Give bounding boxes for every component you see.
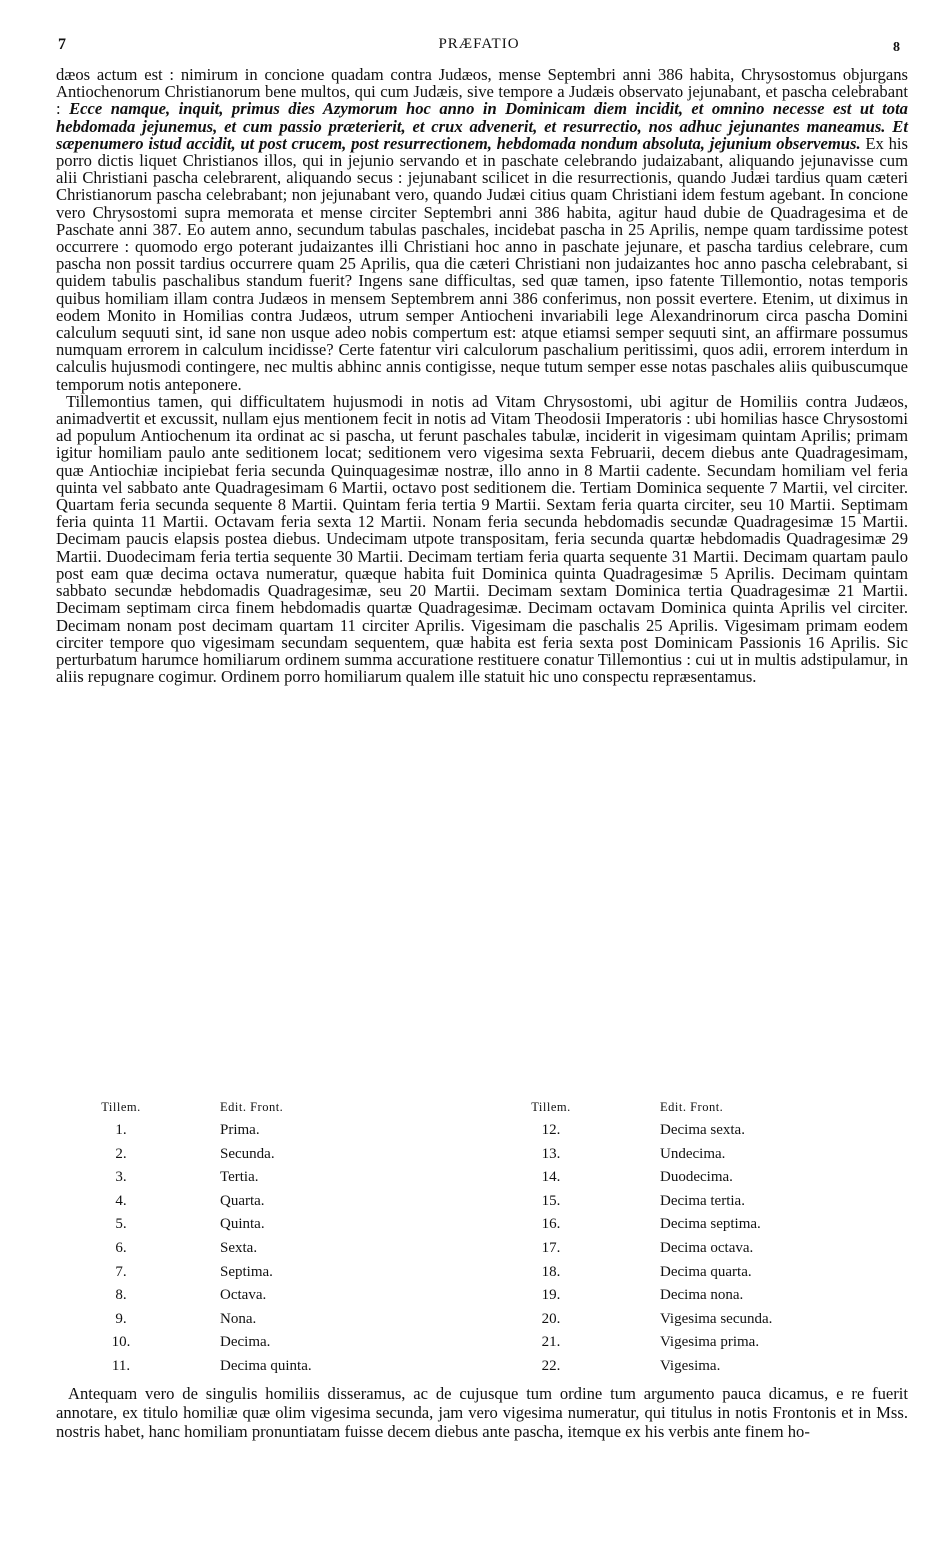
homily-order-table bbox=[90, 1100, 830, 1382]
left-edit-front-name: Secunda. bbox=[220, 1145, 275, 1162]
left-edit-front-name: Sexta. bbox=[220, 1239, 258, 1256]
right-tillem-number: 14. bbox=[541, 1169, 561, 1186]
table-row bbox=[90, 1311, 830, 1335]
right-tillem-number: 15. bbox=[541, 1192, 561, 1209]
left-tillem-number: 9. bbox=[115, 1310, 127, 1327]
table-row bbox=[90, 1264, 830, 1288]
right-edit-front-name: Vigesima prima. bbox=[660, 1334, 760, 1351]
right-tillem-number: 18. bbox=[541, 1263, 561, 1280]
paragraph-2: Tillemontius tamen, qui difficultatem hujusmodi in notis ad Vitam Chrysostomi, ubi agitur de Homiliis contra Judæos, animadvertit et excussit, nullam ejus mentionem fecit in notis ad Vitam Theodosii Imperatoris : ubi homilias hasce Chrysostomi ad populum Antiochenum ita ordinat ac si pascha, ut ferunt paschales tabulæ, inciderit in vigesimam quintam Aprilis; primam igitur homiliam paulo ante seditionem locat; seditionem vero vigesima sexta Februarii, decem diebus ante Quadragesimam, quæ Antiochiæ incipiebat feria secunda Quinquagesimæ nostræ, illo anno in 8 Martii cadente. Secundam homiliam vel feria quinta vel sabbato ante Quadragesimam 6 Martii, octavo post seditionem die. Tertiam Dominica sequente 7 Martii, vel circiter. Quartam feria secunda sequente 8 Martii. Quintam feria tertia 9 Martii. Sextam feria quarta circiter, seu 10 Martii. Septimam feria quinta 11 Martii. Octavam feria sexta 12 Martii. Nonam feria secunda hebdomadis secundæ Quadragesimæ 15 Martii. Decimam paucis elapsis postea diebus. Undecimam utpote transpositam, feria secunda quartæ hebdomadis Quadragesimæ 29 Martii. Duodecimam feria tertia sequente 30 Martii. Decimam tertiam feria quarta sequente 31 Martii. Decimam quartam paulo post eam quæ decima octava numeratur, quæque habita fuit Dominica quinta Quadragesimæ 5 Aprilis. Decimam quintam sabbato secundæ hebdomadis Quadragesimæ, seu 20 Martii. Decimam sextam Dominica tertia Quadragesimæ 21 Martii. Decimam septimam circa finem hebdomadis quartæ Quadragesimæ. Decimam octavam Dominica quinta Aprilis vel circiter. Decimam nonam post decimam quartam 11 circiter Aprilis. Vigesimam die paschalis 25 Aprilis. Vigesimam primam eodem circiter tempore quo vigesimam secundam sequentem, quæ habita est feria sexta post Dominicam Passionis 16 Aprilis. Sic perturbatum harumce homiliarum ordinem summa accuratione restituere conatur Tillemontius : cui ut in multis adstipulamur, in aliis repugnare cogimur. Ordinem porro homiliarum qualem ille statuit hic uno conspectu repræsentamus. bbox=[56, 391, 908, 687]
left-edit-front-name: Octava. bbox=[220, 1287, 267, 1304]
right-edit-front-name: Decima septima. bbox=[660, 1216, 761, 1233]
right-tillem-number: 22. bbox=[541, 1357, 561, 1374]
left-edit-front-name: Tertia. bbox=[220, 1169, 259, 1186]
left-tillem-number: 11. bbox=[111, 1357, 131, 1374]
paragraph-1-start: dæos actum est : nimirum in concione quadam contra Judæos, mense Septembri anni 386 habita, Chrysostomus objurgans Antiochenorum Christianorum bene multos, qui cum Judæis, sive tempore a Judæis observato jejunabant, et pascha celebrabant : bbox=[56, 65, 908, 119]
right-tillem-number: 21. bbox=[541, 1334, 561, 1351]
table-row bbox=[90, 1193, 830, 1217]
right-tillem-number: 16. bbox=[541, 1216, 561, 1233]
running-title: PRÆFATIO bbox=[438, 36, 520, 52]
chrysostom-quotation: Ecce namque, inquit, primus dies Azymorum hoc anno in Dominicam diem incidit, et omnino necesse est ut tota hebdomada jejunemus, et cum passio præterierit, et crux advenerit, et resurrectio, nos adhuc jejunantes maneamus. Et sæpenumero istud accidit, ut post crucem, post resurrectionem, hebdomada nondum absoluta, jejunium observemus. bbox=[56, 99, 908, 153]
right-edit-front-name: Vigesima. bbox=[660, 1357, 721, 1374]
left-edit-front-name: Septima. bbox=[220, 1263, 273, 1280]
paragraph-1-end: Ex his porro dictis liquet Christianos illos, qui in jejunio servando et in paschate celebrando judaizabant, aliquando jejunavisse cum alii Christiani pascha celebrarent, aliquando secus : jejunabant scilicet in die resurrectionis, quando Judæi tardius quam cæteri Christianorum pascha celebrabant; non jejunabant vero, quando Judæi citius quam Christiani idem festum agebant. In concione vero Chrysostomi supra memorata et mense circiter Septembri anni 386 habita, agitur haud dubie de Quadragesima et de Paschate anni 387. Eo autem anno, secundum tabulas paschales, incidebat pascha in 25 Aprilis, nempe quam tardissime potest occurrere : quomodo ergo poterant judaizantes illi Christiani hoc anno in paschate jejunare, et pascha tardius celebrare, cum pascha non possit tardius occurrere quam 25 Aprilis, qua die cæteri Christiani non judaizantes hoc anno pascha celebrabant, si quidem tabulis paschalibus standum fuerit? Ingens sane difficultas, sed quæ tamen, ipso fatente Tillemontio, notas temporis quibus homiliam illam contra Judæos in mensem Septembrem anni 386 conferimus, non possit evertere. Etenim, ut diximus in eodem Monito in Homilias contra Judæos, utrum semper Antiocheni invariabili lege Alexandrinorum circa pascha Domini calculum sequuti sint, id sane non usque adeo nobis compertum est: atque etiamsi semper sequuti sint, an affirmare possumus numquam errorem in calculum incidisse? Certe fatentur viri calculorum paschalium peritissimi, quos adii, errorem interdum in calculis hujusmodi contingere, nec multis abhinc annis contigisse, neque tutum semper esse notas paschales aliis quibuscumque temporum notis anteponere. bbox=[56, 133, 908, 394]
right-tillem-number: 17. bbox=[541, 1239, 561, 1256]
paragraph-1 bbox=[56, 66, 908, 393]
left-tillem-number: 8. bbox=[115, 1287, 127, 1304]
right-edit-front-name: Decima octava. bbox=[660, 1239, 754, 1256]
left-tillem-number: 6. bbox=[115, 1239, 127, 1256]
page-header bbox=[58, 36, 900, 60]
page-number-left: 7 bbox=[58, 36, 66, 53]
left-tillem-number: 5. bbox=[115, 1216, 127, 1233]
table-row bbox=[90, 1358, 830, 1382]
page-number-right: 8 bbox=[893, 40, 900, 55]
table-rows bbox=[90, 1122, 830, 1382]
right-edit-front-name: Vigesima secunda. bbox=[660, 1310, 773, 1327]
table-row bbox=[90, 1240, 830, 1264]
table-header bbox=[90, 1100, 830, 1122]
header-tillem-left: Tillem. bbox=[101, 1100, 141, 1114]
right-edit-front-name: Decima tertia. bbox=[660, 1192, 745, 1209]
left-edit-front-name: Prima. bbox=[220, 1122, 260, 1138]
left-tillem-number: 10. bbox=[111, 1334, 131, 1351]
left-edit-front-name: Decima. bbox=[220, 1334, 271, 1351]
right-edit-front-name: Undecima. bbox=[660, 1145, 726, 1162]
closing-text bbox=[56, 1384, 908, 1441]
left-edit-front-name: Decima quinta. bbox=[220, 1357, 312, 1374]
right-edit-front-name: Decima quarta. bbox=[660, 1263, 752, 1280]
table-row bbox=[90, 1334, 830, 1358]
header-edit-front-right: Edit. Front. bbox=[660, 1100, 724, 1114]
right-edit-front-name: Decima sexta. bbox=[660, 1122, 745, 1138]
table-row bbox=[90, 1216, 830, 1240]
header-tillem-right: Tillem. bbox=[531, 1100, 571, 1114]
left-tillem-number: 2. bbox=[115, 1145, 127, 1162]
table-row bbox=[90, 1287, 830, 1311]
right-tillem-number: 12. bbox=[541, 1122, 561, 1138]
left-edit-front-name: Quinta. bbox=[220, 1216, 265, 1233]
left-tillem-number: 4. bbox=[115, 1192, 127, 1209]
right-tillem-number: 13. bbox=[541, 1145, 561, 1162]
right-edit-front-name: Duodecima. bbox=[660, 1169, 733, 1186]
main-text bbox=[56, 66, 908, 685]
table-row bbox=[90, 1146, 830, 1170]
right-tillem-number: 19. bbox=[541, 1287, 561, 1304]
table-row bbox=[90, 1122, 830, 1146]
right-tillem-number: 20. bbox=[541, 1310, 561, 1327]
header-edit-front-left: Edit. Front. bbox=[220, 1100, 284, 1114]
left-tillem-number: 7. bbox=[115, 1263, 127, 1280]
left-edit-front-name: Quarta. bbox=[220, 1192, 265, 1209]
left-tillem-number: 3. bbox=[115, 1169, 127, 1186]
left-edit-front-name: Nona. bbox=[220, 1310, 257, 1327]
table-row bbox=[90, 1169, 830, 1193]
left-tillem-number: 1. bbox=[115, 1122, 127, 1138]
right-edit-front-name: Decima nona. bbox=[660, 1287, 744, 1304]
paragraph-3: Antequam vero de singulis homiliis disseramus, ac de cujusque tum ordine tum argumento pauca dicamus, e re fuerit annotare, ex titulo homiliæ quæ olim vigesima secunda, jam vero vigesima numeratur, qui titulus in notis Frontonis et in Mss. nostris habet, hanc homiliam pronuntiatam fuisse decem diebus ante pascha, itemque ex his verbis ante finem ho- bbox=[56, 1384, 908, 1441]
